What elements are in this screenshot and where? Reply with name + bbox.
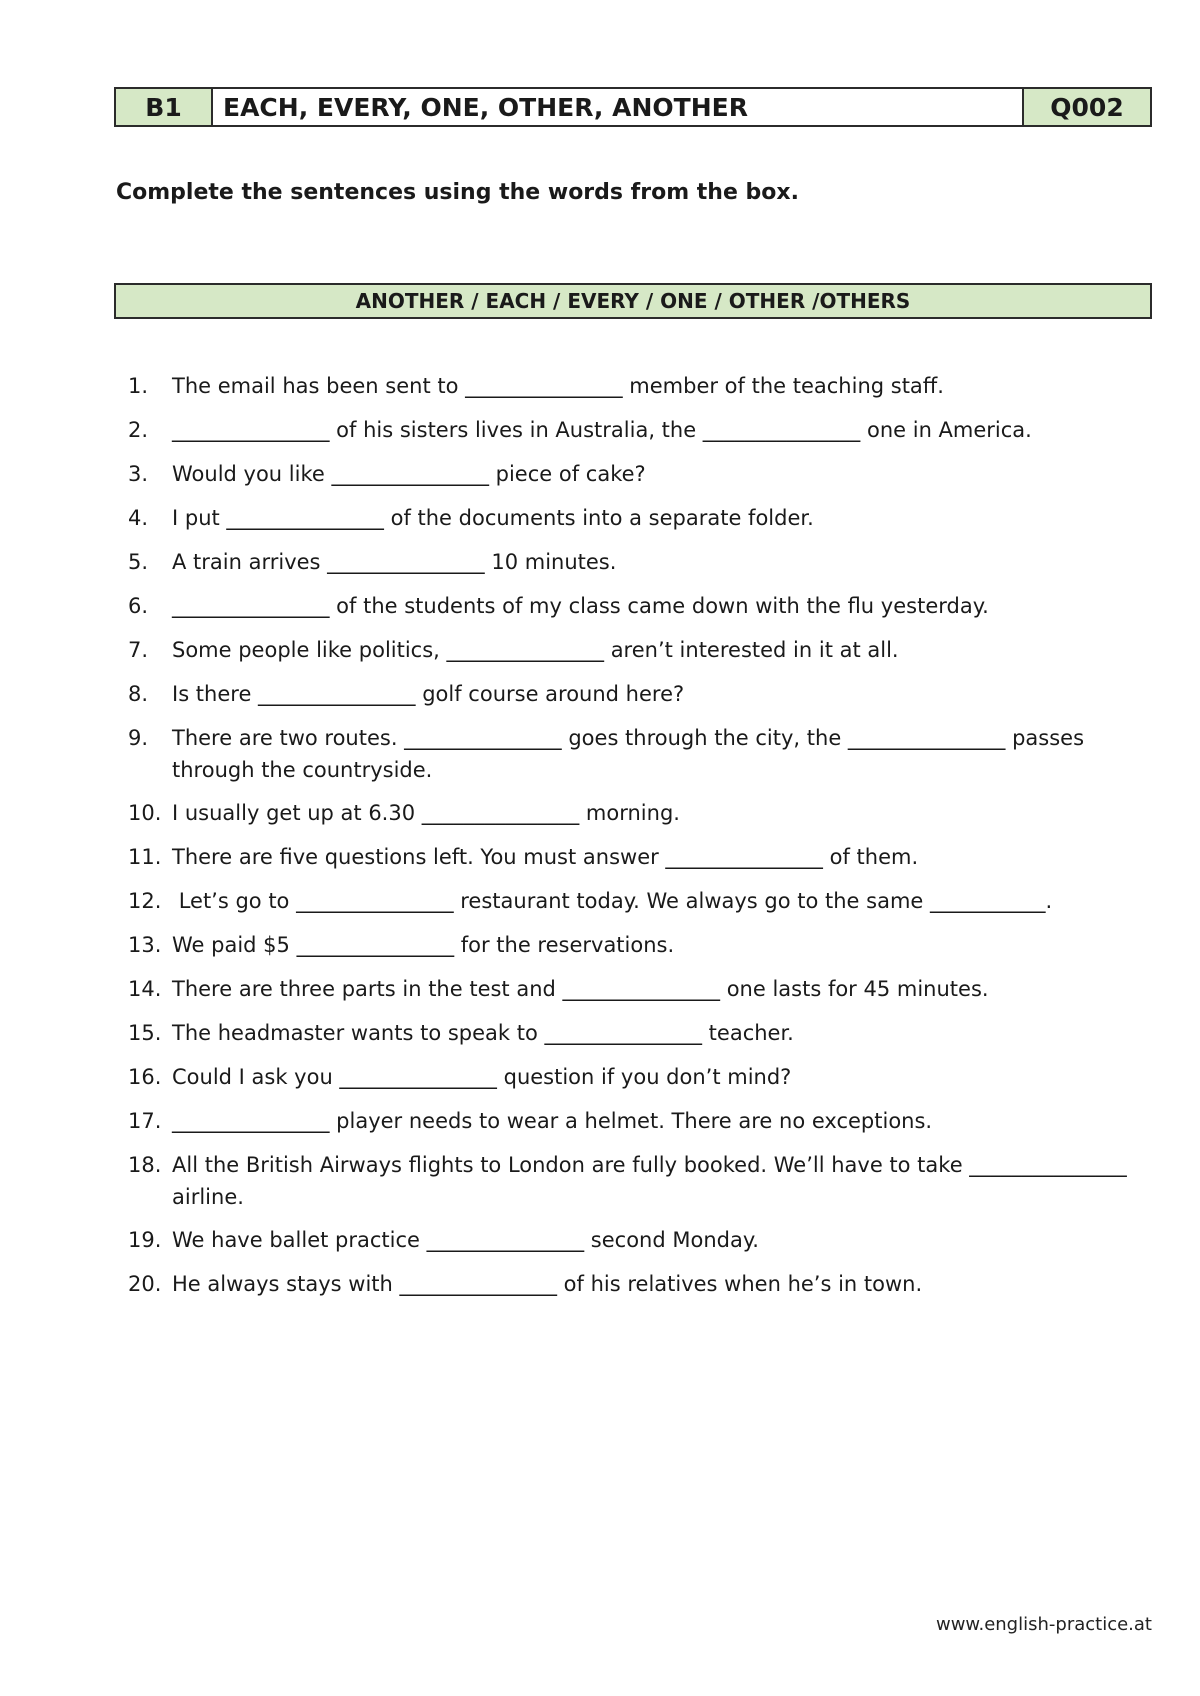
question-text: I usually get up at 6.30 _______________ morning.: [172, 801, 680, 825]
question-number: 14.: [128, 977, 162, 1001]
worksheet-code: Q002: [1024, 89, 1150, 125]
question-number: 4.: [128, 506, 149, 530]
question-item: [128, 1268, 1168, 1301]
question-item: [128, 414, 1168, 447]
question-number: 10.: [128, 801, 162, 825]
question-item: [128, 1149, 1168, 1213]
question-number: 5.: [128, 550, 149, 574]
question-item: [128, 458, 1168, 491]
question-list: [128, 370, 1168, 1312]
question-number: 9.: [128, 726, 149, 750]
question-number: 18.: [128, 1153, 162, 1177]
worksheet-title: EACH, EVERY, ONE, OTHER, ANOTHER: [213, 89, 1024, 125]
question-text: We have ballet practice _______________ second Monday.: [172, 1228, 759, 1252]
question-text: He always stays with _______________ of his relatives when he’s in town.: [172, 1272, 923, 1296]
question-item: [128, 1061, 1168, 1094]
question-text: Is there _______________ golf course around here?: [172, 682, 685, 706]
question-text: There are five questions left. You must answer _______________ of them.: [172, 845, 919, 869]
footer-url: www.english-practice.at: [935, 1614, 1152, 1635]
question-number: 16.: [128, 1065, 162, 1089]
question-item: [128, 841, 1168, 874]
question-item: [128, 370, 1168, 403]
question-number: 20.: [128, 1272, 162, 1296]
worksheet-header: [114, 87, 1152, 127]
question-item: [128, 502, 1168, 535]
question-text: Could I ask you _______________ question if you don’t mind?: [172, 1065, 792, 1089]
question-text: All the British Airways flights to London are fully booked. We’ll have to take _______________ airline.: [172, 1153, 1134, 1209]
question-text: There are two routes. _______________ goes through the city, the _______________ passes through the countryside.: [172, 726, 1091, 782]
question-text: The email has been sent to _______________ member of the teaching staff.: [172, 374, 944, 398]
question-number: 7.: [128, 638, 149, 662]
question-number: 6.: [128, 594, 149, 618]
question-text: Some people like politics, _______________ aren’t interested in it at all.: [172, 638, 899, 662]
question-item: [128, 1017, 1168, 1050]
question-item: [128, 1105, 1168, 1138]
question-text: _______________ player needs to wear a helmet. There are no exceptions.: [172, 1109, 933, 1133]
question-number: 12.: [128, 889, 162, 913]
question-number: 17.: [128, 1109, 162, 1133]
question-text: I put _______________ of the documents into a separate folder.: [172, 506, 814, 530]
question-number: 2.: [128, 418, 149, 442]
question-text: A train arrives _______________ 10 minutes.: [172, 550, 617, 574]
level-cell: B1: [116, 89, 213, 125]
question-number: 1.: [128, 374, 149, 398]
question-number: 15.: [128, 1021, 162, 1045]
question-item: [128, 1224, 1168, 1257]
question-item: [128, 546, 1168, 579]
question-text: There are three parts in the test and _______________ one lasts for 45 minutes.: [172, 977, 989, 1001]
instruction-text: Complete the sentences using the words from the box.: [116, 180, 799, 205]
question-text: _______________ of the students of my class came down with the flu yesterday.: [172, 594, 989, 618]
question-item: [128, 973, 1168, 1006]
question-text: Let’s go to _______________ restaurant today. We always go to the same ___________.: [172, 889, 1053, 913]
question-text: We paid $5 _______________ for the reservations.: [172, 933, 675, 957]
question-text: _______________ of his sisters lives in Australia, the _______________ one in America.: [172, 418, 1032, 442]
question-item: [128, 722, 1168, 786]
question-text: Would you like _______________ piece of cake?: [172, 462, 646, 486]
question-item: [128, 885, 1168, 918]
question-item: [128, 678, 1168, 711]
question-item: [128, 797, 1168, 830]
question-number: 8.: [128, 682, 149, 706]
question-number: 3.: [128, 462, 149, 486]
question-item: [128, 929, 1168, 962]
question-number: 11.: [128, 845, 162, 869]
question-item: [128, 590, 1168, 623]
question-number: 13.: [128, 933, 162, 957]
question-text: The headmaster wants to speak to _______________ teacher.: [172, 1021, 794, 1045]
question-number: 19.: [128, 1228, 162, 1252]
word-box: ANOTHER / EACH / EVERY / ONE / OTHER /OTHERS: [114, 283, 1152, 319]
question-item: [128, 634, 1168, 667]
